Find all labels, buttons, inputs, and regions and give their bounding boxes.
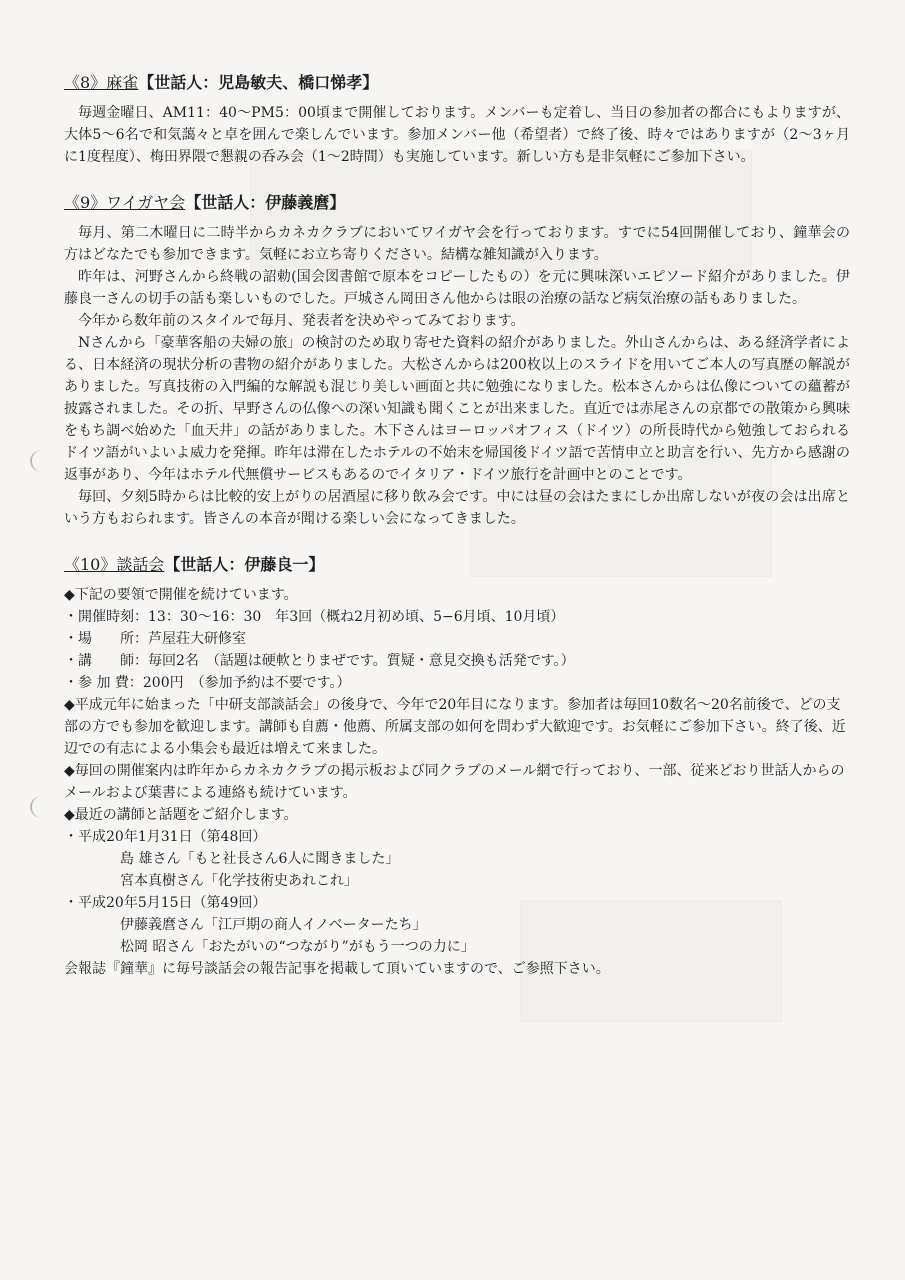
section-title-bracket: 【世話人：伊藤義麿】 bbox=[185, 193, 346, 212]
paragraph: Nさんから「豪華客船の夫婦の旅」の検討のため取り寄せた資料の紹介がありました。外山さんからは、ある経済学者による、日本経済の現状分析の書物の紹介がありました。大松さんからは200枚以上のスライドを用いてご本人の写真歴の解説がありました。写真技術の入門編的な解説も混じり美しい画面と共に勉強になりました。松本さんからは仏像についての蘊蓄が披露されました。その折、早野さんの仏像への深い知識も聞くことが出来ました。直近では赤尾さんの京都での散策から興味をもち調べ始めた「血天井」の話がありました。木下さんはヨーロッパオフィス（ドイツ）の所長時代から勉強しておられるドイツ語がいよいよ威力を発揮。昨年は滞在したホテルの不始末を帰国後ドイツ語で苦情申立と助言を行い、先方から感謝の返事があり、今年はホテル代無償サービスもあるのでイタリア・ドイツ旅行を計画中とのことです。 bbox=[64, 335, 850, 483]
info-line: ・講 師：毎回2名 （話題は硬軟とりまぜです。質疑・意見交換も活発です。） bbox=[64, 653, 575, 669]
paragraph: 昨年は、河野さんから終戦の詔勅(国会図書館で原本をコピーしたもの）を元に興味深いエピソード紹介がありました。伊藤良一さんの切手の話も楽しいものでした。戸城さん岡田さん他からは眼の治療の話など病気治療の話もありました。 bbox=[64, 269, 850, 307]
session-date: ・平成20年1月31日（第48回） bbox=[64, 829, 267, 845]
note-paragraph: ◆平成元年に始まった「中研支部談話会」の後身で、今年で20年目になります。参加者は毎回10数名〜20名前後で、どの支部の方でも参加を歓迎します。講師も自薦・他薦、所属支部の如何を問わず大歓迎です。お気軽にご参加下さい。終了後、近辺での有志による小集会も最近は増えて来ました。 bbox=[64, 697, 846, 757]
session-talk: 伊藤義麿さん「江戸期の商人イノベーターたち」 bbox=[120, 917, 427, 933]
closing-note: 会報誌『鐘華』に毎号談話会の報告記事を掲載して頂いていますので、ご参照下さい。 bbox=[64, 961, 610, 977]
section-10 bbox=[64, 552, 850, 980]
info-line: ・開催時刻：13：30〜16：30 年3回（概ね2月初め頃、5−6月頃、10月頃） bbox=[64, 609, 565, 625]
note-paragraph: ◆毎回の開催案内は昨年からカネカクラブの掲示板および同クラブのメール網で行っており、一部、従来どおり世話人からのメールおよび葉書による連絡も続けています。 bbox=[64, 763, 845, 801]
info-line: ・場 所：芦屋荘大研修室 bbox=[64, 631, 246, 647]
section-9 bbox=[64, 190, 850, 530]
section-title bbox=[64, 70, 378, 96]
session-talk: 松岡 昭さん「おたがいの“つながり”がもう一つの力に」 bbox=[120, 939, 475, 955]
info-line: ・参 加 費：200円 （参加予約は不要です。） bbox=[64, 675, 351, 691]
section-title-main: 《10》談話会 bbox=[64, 555, 165, 574]
paragraph: 毎月、第二木曜日に二時半からカネカクラブにおいてワイガヤ会を行っております。すでに54回開催しており、鐘華会の方はどなたでも参加できます。気軽にお立ち寄りください。結構な雑知識が入ります。 bbox=[64, 225, 850, 263]
info-line: ◆下記の要領で開催を続けています。 bbox=[64, 587, 298, 603]
section-8 bbox=[64, 70, 850, 168]
punch-hole-mark bbox=[30, 796, 54, 818]
session-talk: 島 雄さん「もと社長さん6人に聞きました」 bbox=[120, 851, 400, 867]
section-title bbox=[64, 190, 345, 216]
paragraph: 毎週金曜日、AM11：40〜PM5：00頃まで開催しております。メンバーも定着し、当日の参加者の都合にもよりますが、大体5〜6名で和気藹々と卓を囲んで楽しんでいます。参加メンバー他（希望者）で終了後、時々ではありますが（2〜3ヶ月に1度程度）、梅田界隈で懇親の呑み会（1〜2時間）も実施しています。新しい方も是非気軽にご参加下さい。 bbox=[64, 105, 850, 165]
section-title-bracket: 【世話人：伊藤良一】 bbox=[164, 555, 325, 574]
punch-hole-mark bbox=[30, 450, 54, 472]
document-page bbox=[64, 70, 850, 980]
section-title-main: 《8》麻雀 bbox=[64, 73, 139, 92]
session-date: ・平成20年5月15日（第49回） bbox=[64, 895, 267, 911]
session-talk: 宮本真樹さん「化学技術史あれこれ」 bbox=[120, 873, 358, 889]
section-title-main: 《9》ワイガヤ会 bbox=[64, 193, 186, 212]
paragraph: 毎回、夕刻5時からは比較的安上がりの居酒屋に移り飲み会です。中には昼の会はたまにしか出席しないが夜の会は出席という方もおられます。皆さんの本音が聞ける楽しい会になってきました。 bbox=[64, 489, 850, 527]
note-paragraph: ◆最近の講師と話題をご紹介します。 bbox=[64, 807, 298, 823]
section-title-bracket: 【世話人：児島敏夫、橋口悌孝】 bbox=[138, 73, 379, 92]
section-title bbox=[64, 552, 324, 578]
paragraph: 今年から数年前のスタイルで毎月、発表者を決めやってみております。 bbox=[78, 313, 525, 329]
